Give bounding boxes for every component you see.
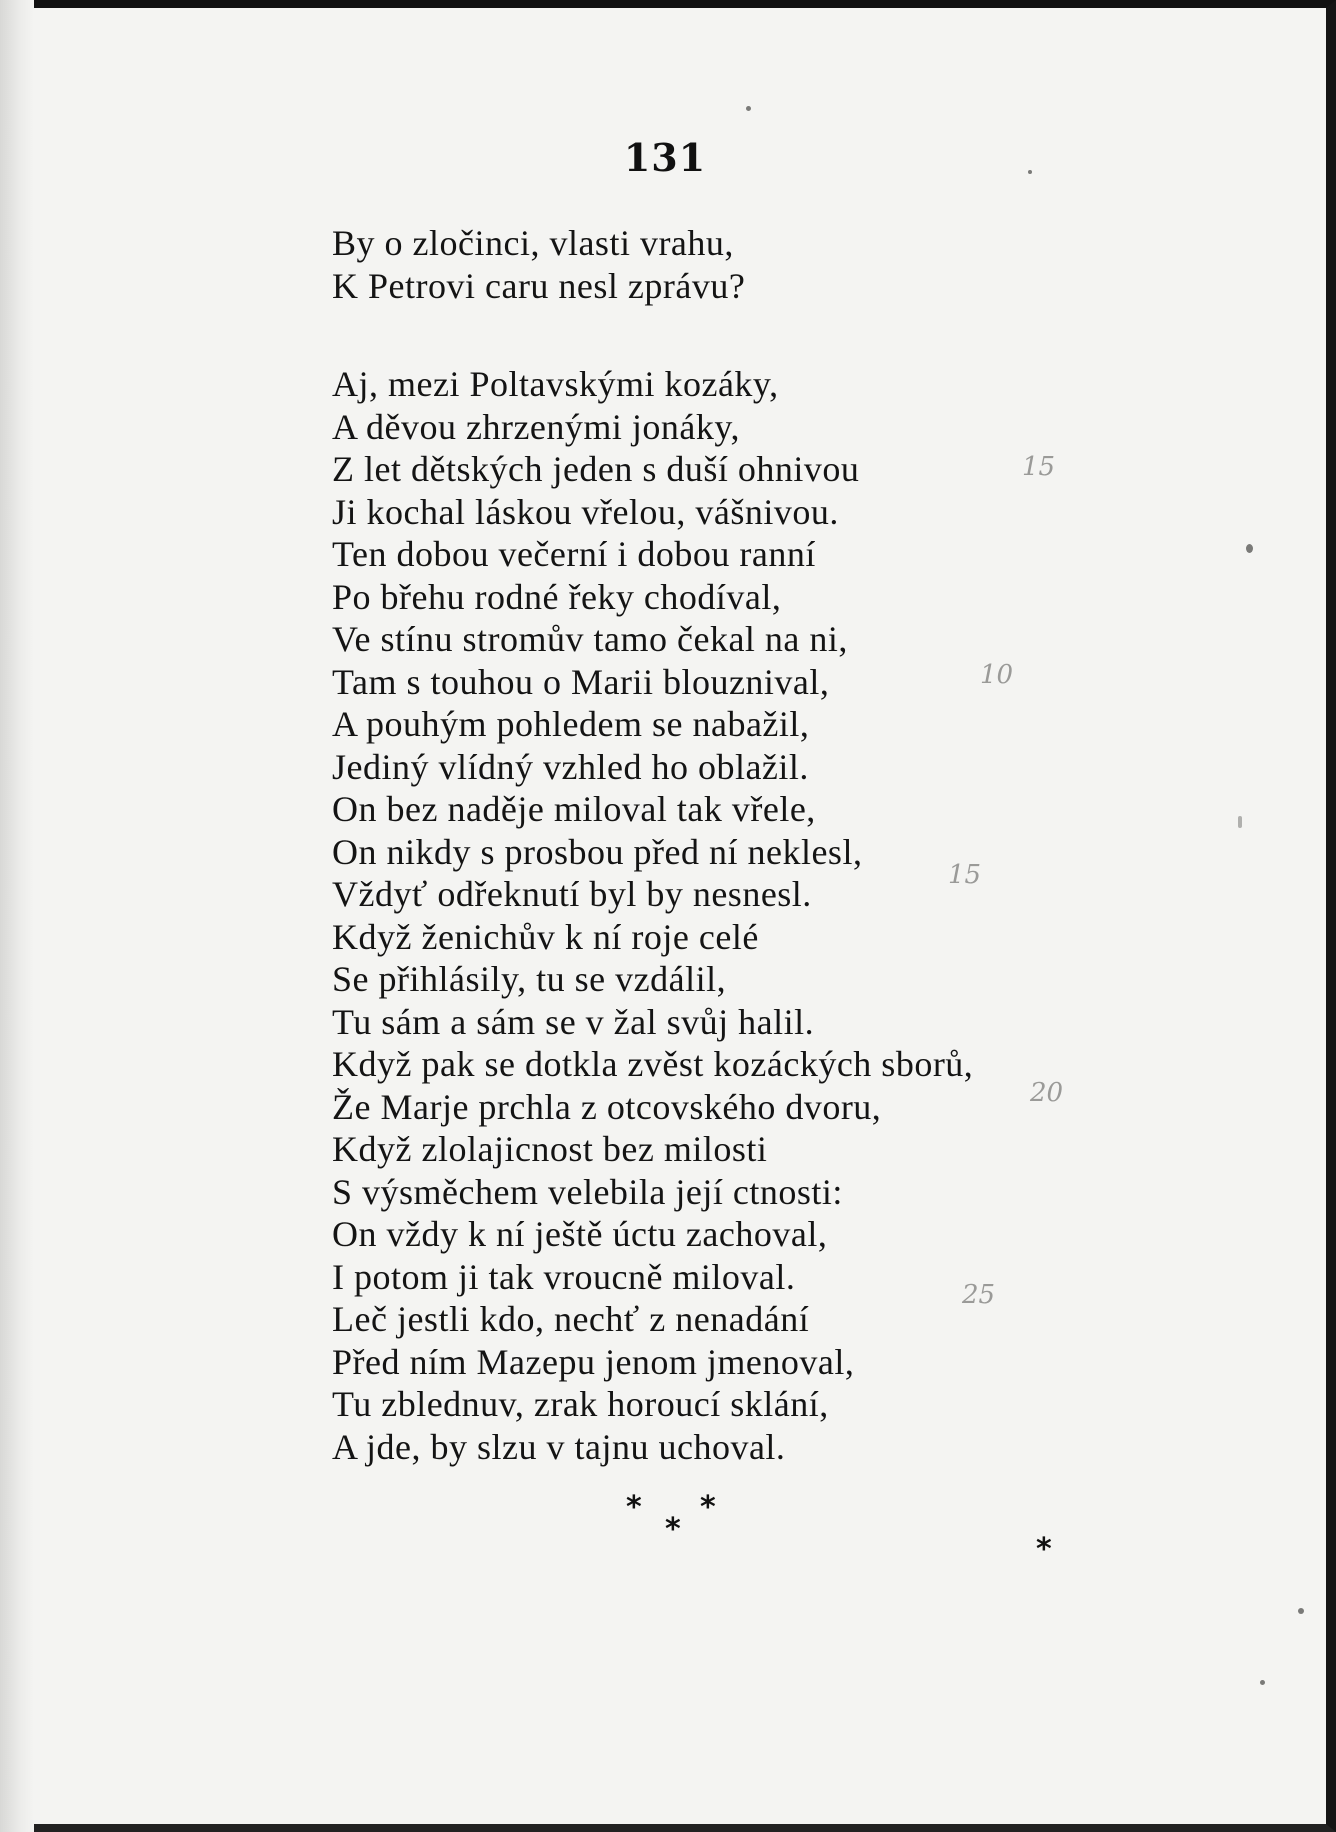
verse-line: Tam s touhou o Marii blouznival, [332, 661, 830, 702]
verse-line: Po břehu rodné řeky chodíval, [332, 576, 782, 617]
scan-speck [1260, 1680, 1265, 1685]
stanza-1 [332, 222, 1112, 307]
verse-line: Aj, mezi Poltavskými kozáky, [332, 364, 779, 404]
verse-line: Vždyť odřeknutí byl by nesnesl. [332, 874, 812, 914]
margin-note: 15 [1022, 452, 1056, 482]
verse-line: Že Marje prchla z otcovského dvoru, [332, 1086, 882, 1127]
margin-note: 25 [962, 1280, 996, 1310]
verse-line: A děvou zhrzenými jonáky, [332, 406, 741, 447]
verse-line: A jde, by slzu v tajnu uchoval. [332, 1426, 786, 1467]
margin-note: 15 [948, 860, 982, 890]
verse-line: I potom ji tak vroucně miloval. [332, 1256, 796, 1297]
verse-line: On nikdy s prosbou před ní neklesl, [332, 831, 863, 872]
stanza-gap [332, 307, 1112, 363]
margin-note: 10 [980, 660, 1014, 690]
verse-line: Tu zblednuv, zrak horoucí sklání, [332, 1384, 829, 1424]
scan-speck [1238, 816, 1242, 828]
scan-speck [1028, 170, 1032, 174]
verse-line: Tu sám a sám se v žal svůj halil. [332, 1001, 815, 1042]
scan-speck [746, 106, 751, 111]
page-number: 131 [623, 135, 707, 180]
verse-line: Když ženichův k ní roje celé [332, 916, 759, 957]
verse-line: By o zločinci, vlasti vrahu, [332, 223, 734, 263]
verse-line: Jediný vlídný vzhled ho oblažil. [332, 746, 809, 787]
asterisk-ornament: * [626, 1490, 642, 1525]
verse-line: S výsměchem velebila její ctnosti: [332, 1171, 843, 1212]
verse-line: Ji kochal láskou vřelou, vášnivou. [332, 491, 839, 532]
verse-line: Z let dětských jeden s duší ohnivou [332, 449, 860, 489]
asterisk-ornament: * [700, 1490, 716, 1525]
page-gutter [0, 0, 34, 1832]
verse-line: Ve stínu stromův tamo čekal na ni, [332, 619, 848, 659]
asterisk-ornament: * [665, 1512, 681, 1547]
verse-line: Ten dobou večerní i dobou ranní [332, 534, 816, 574]
verse-line: On vždy k ní ještě úctu zachoval, [332, 1214, 828, 1254]
asterisk-ornament: * [1036, 1532, 1052, 1567]
margin-note: 20 [1030, 1078, 1064, 1108]
verse-line: Leč jestli kdo, nechť z nenadání [332, 1299, 810, 1339]
verse-line: K Petrovi caru nesl zprávu? [332, 265, 746, 306]
verse-line: A pouhým pohledem se nabažil, [332, 704, 810, 744]
scan-speck [1298, 1608, 1304, 1614]
verse-line: On bez naděje miloval tak vřele, [332, 789, 816, 829]
verse-line: Před ním Mazepu jenom jmenoval, [332, 1341, 855, 1382]
verse-line: Se přihlásily, tu se vzdálil, [332, 959, 727, 999]
scan-speck [1246, 544, 1253, 553]
verse-line: Když zlolajicnost bez milosti [332, 1129, 768, 1169]
verse-line: Když pak se dotkla zvěst kozáckých sborů, [332, 1044, 974, 1084]
